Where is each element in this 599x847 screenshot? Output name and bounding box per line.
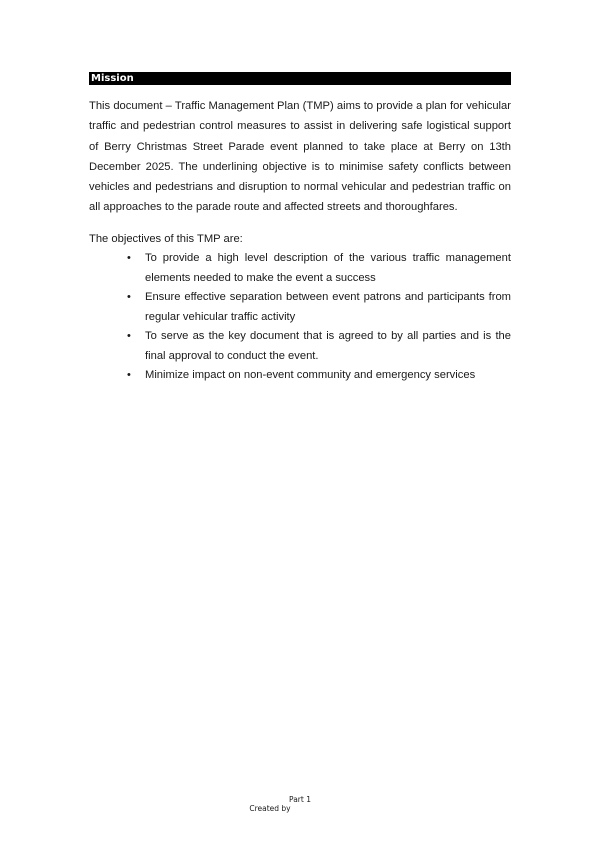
bullet-icon: • [127,252,131,264]
bullet-icon: • [127,291,131,303]
objective-text: Ensure effective separation between event patrons and participants from regular vehicular traffic activity [145,291,511,323]
bullet-icon: • [127,330,131,342]
objectives-list [127,249,511,386]
section-heading-mission [89,72,511,85]
mission-paragraph: This document – Traffic Management Plan (TMP) aims to provide a plan for vehicular traffic and pedestrian control measures to assist in delivering safe logistical support of Berry Christmas Street Parade event planned to take place at Berry on 13th December 2025. The underlining objective is to minimise safety conflicts between vehicles and pedestrians and disruption to normal vehicular and pedestrian traffic on all approaches to the parade route and affected streets and thoroughfares. [89,100,511,214]
section-heading-text: Mission [91,73,134,84]
list-item [127,249,511,288]
list-item [127,327,511,366]
list-item [127,366,511,386]
objective-text: To provide a high level description of the various traffic management elements needed to make the event a success [145,252,511,284]
objectives-intro: The objectives of this TMP are: [89,233,243,245]
objective-text: Minimize impact on non-event community and emergency services [145,369,476,381]
footer-created-by: Created by [249,804,291,813]
list-item [127,288,511,327]
objective-text: To serve as the key document that is agreed to by all parties and is the final approval to conduct the event. [145,330,511,362]
bullet-icon: • [127,369,131,381]
footer-part-label: Part 1 [289,795,311,804]
